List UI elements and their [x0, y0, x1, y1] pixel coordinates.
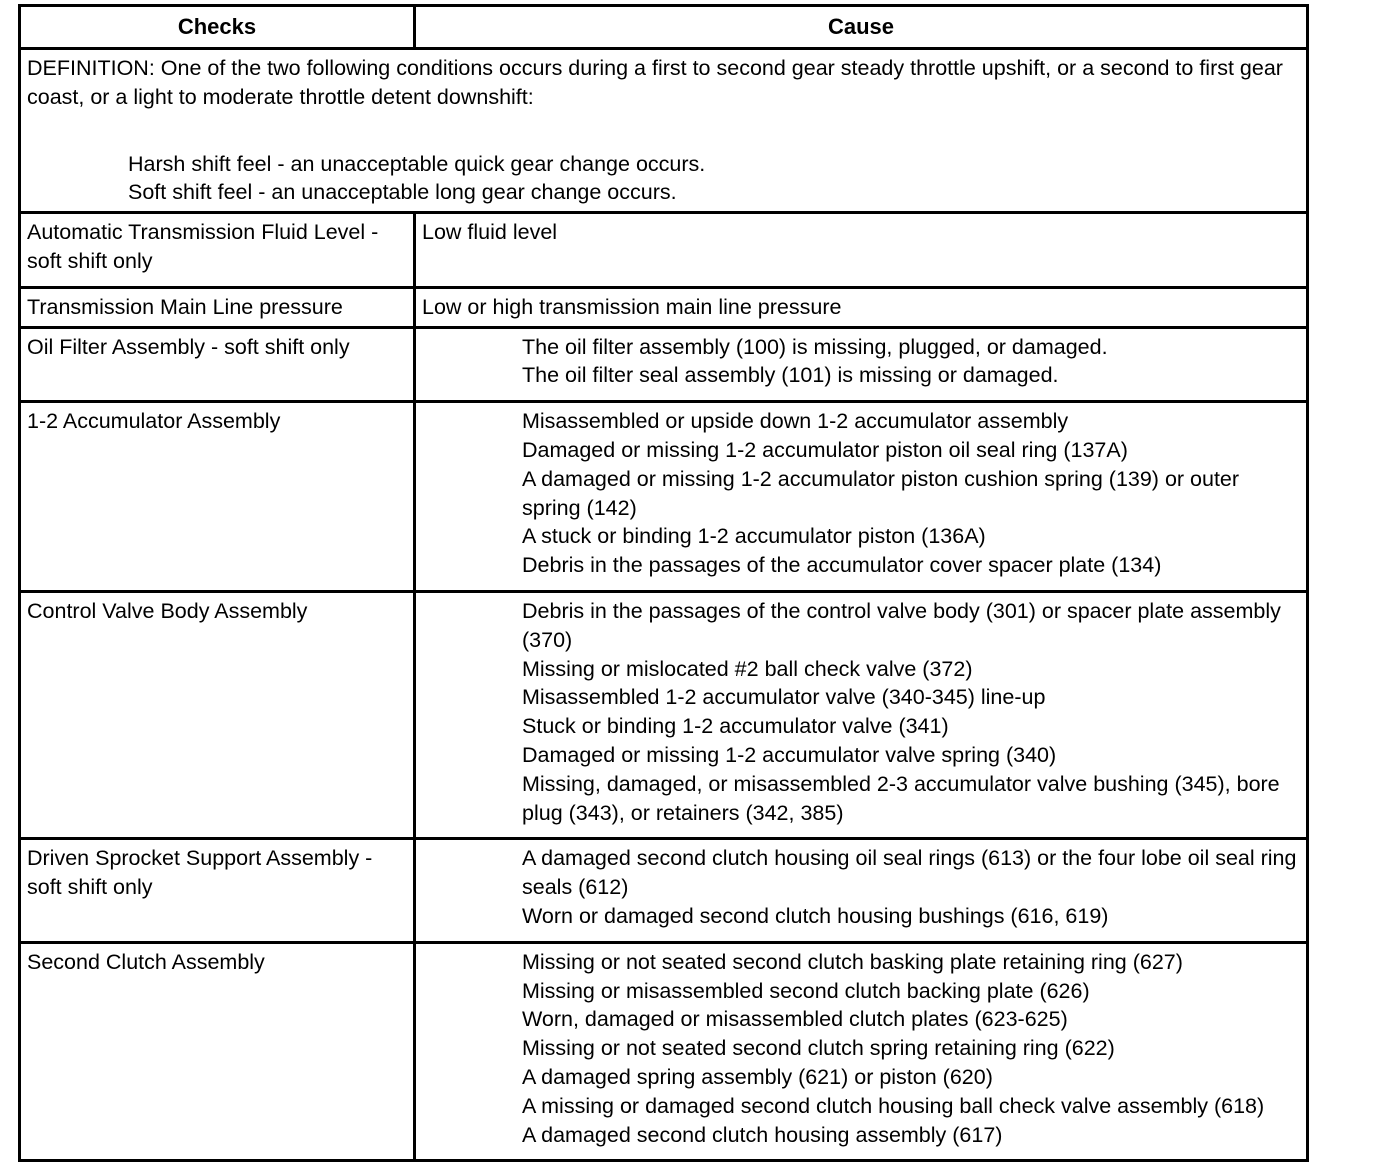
check-cell: Automatic Transmission Fluid Level - soft shift only	[20, 213, 415, 288]
cause-list	[422, 948, 1300, 1150]
definition-text: DEFINITION: One of the two following conditions occurs during a first to second gear steady throttle upshift, or a second to first gear coast, or a light to moderate throttle detent downshift:	[27, 56, 1283, 109]
table-row	[20, 839, 1308, 942]
cause-item: The oil filter assembly (100) is missing, plugged, or damaged.	[522, 334, 1108, 359]
cause-item: A missing or damaged second clutch housing ball check valve assembly (618)	[522, 1093, 1265, 1118]
table-row	[20, 942, 1308, 1161]
cause-cell	[415, 402, 1308, 592]
cause-item: Damaged or missing 1-2 accumulator piston oil seal ring (137A)	[522, 437, 1128, 462]
check-cell: 1-2 Accumulator Assembly	[20, 402, 415, 592]
table-row	[20, 287, 1308, 327]
cause-item: Missing or mislocated #2 ball check valve (372)	[522, 656, 973, 681]
cause-list	[422, 407, 1300, 580]
cause-item: A damaged second clutch housing assembly (617)	[522, 1122, 1003, 1147]
cause-text: Low fluid level	[422, 220, 558, 245]
diagnosis-table	[18, 4, 1309, 1162]
cause-item: Stuck or binding 1-2 accumulator valve (341)	[522, 714, 949, 739]
definition-cell	[20, 49, 1308, 213]
check-cell: Driven Sprocket Support Assembly - soft shift only	[20, 839, 415, 942]
cause-item: A damaged second clutch housing oil seal rings (613) or the four lobe oil seal ring seals (612)	[522, 846, 1297, 900]
cause-item: Misassembled 1-2 accumulator valve (340-345) line-up	[522, 685, 1046, 710]
cause-text: Low or high transmission main line pressure	[422, 294, 842, 319]
checks-column-header: Checks	[20, 6, 415, 49]
header-row	[20, 6, 1308, 49]
cause-item: Missing, damaged, or misassembled 2-3 accumulator valve bushing (345), bore plug (343), or retainers (342, 385)	[522, 771, 1280, 825]
cause-item: A damaged spring assembly (621) or piston (620)	[522, 1064, 993, 1089]
cause-cell	[415, 287, 1308, 327]
check-cell: Control Valve Body Assembly	[20, 591, 415, 838]
check-cell: Transmission Main Line pressure	[20, 287, 415, 327]
cause-item: Debris in the passages of the control valve body (301) or spacer plate assembly (370)	[522, 598, 1281, 652]
cause-item: A stuck or binding 1-2 accumulator piston (136A)	[522, 524, 986, 549]
cause-item: A damaged or missing 1-2 accumulator piston cushion spring (139) or outer spring (142)	[522, 466, 1240, 520]
definition-list	[27, 150, 1300, 208]
cause-cell	[415, 591, 1308, 838]
cause-cell	[415, 942, 1308, 1161]
definition-item: Soft shift feel - an unacceptable long gear change occurs.	[128, 180, 677, 205]
cause-item: Debris in the passages of the accumulator cover spacer plate (134)	[522, 553, 1162, 578]
table-row	[20, 591, 1308, 838]
cause-item: Missing or not seated second clutch basking plate retaining ring (627)	[522, 949, 1183, 974]
cause-cell	[415, 213, 1308, 288]
cause-item: The oil filter seal assembly (101) is missing or damaged.	[522, 363, 1059, 388]
cause-list	[422, 333, 1300, 391]
table-row	[20, 402, 1308, 592]
cause-cell	[415, 839, 1308, 942]
definition-row	[20, 49, 1308, 213]
definition-item: Harsh shift feel - an unacceptable quick gear change occurs.	[128, 151, 706, 176]
cause-item: Missing or not seated second clutch spring retaining ring (622)	[522, 1036, 1115, 1061]
cause-item: Damaged or missing 1-2 accumulator valve spring (340)	[522, 742, 1057, 767]
table-row	[20, 327, 1308, 402]
cause-item: Worn, damaged or misassembled clutch plates (623-625)	[522, 1007, 1068, 1032]
check-cell: Oil Filter Assembly - soft shift only	[20, 327, 415, 402]
cause-column-header: Cause	[415, 6, 1308, 49]
cause-cell	[415, 327, 1308, 402]
cause-list	[422, 597, 1300, 827]
cause-item: Misassembled or upside down 1-2 accumulator assembly	[522, 409, 1069, 434]
cause-item: Missing or misassembled second clutch backing plate (626)	[522, 978, 1090, 1003]
check-cell: Second Clutch Assembly	[20, 942, 415, 1161]
table-row	[20, 213, 1308, 288]
cause-item: Worn or damaged second clutch housing bushings (616, 619)	[522, 903, 1109, 928]
cause-list	[422, 844, 1300, 930]
